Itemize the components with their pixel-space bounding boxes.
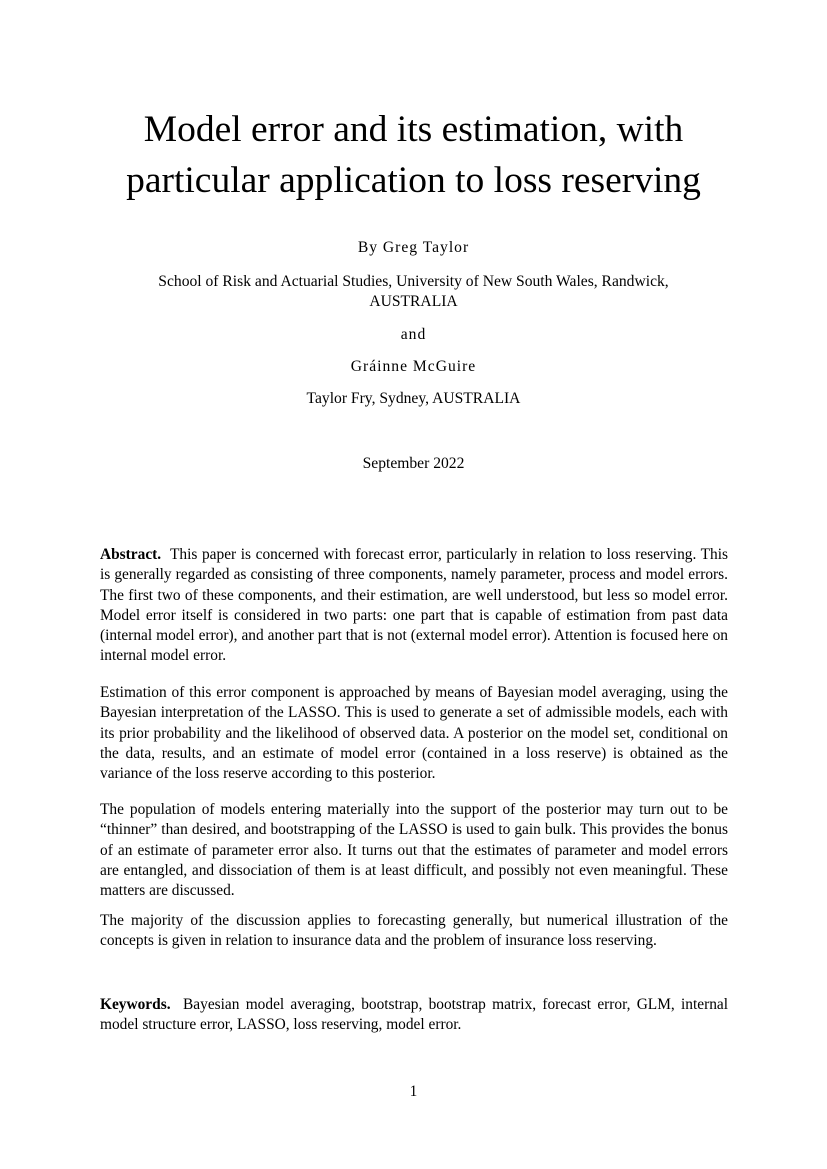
affiliation-2: Taylor Fry, Sydney, AUSTRALIA xyxy=(306,390,521,407)
abstract-paragraph-2: Estimation of this error component is approached by means of Bayesian model averaging, using the Bayesian interpretation of the LASSO. This is used to generate a set of admissible models, each with its prior probability and the likelihood of observed data. A posterior on the model set, conditional on the data, results, and an estimate of model error (contained in a loss reserve) is obtained as the variance of the loss reserve according to this posterior. xyxy=(100,684,728,783)
keywords-label: Keywords. xyxy=(100,996,171,1013)
author-2: Gráinne McGuire xyxy=(350,358,477,375)
author-conjunction: and xyxy=(400,326,427,343)
affiliation-1-line-2: AUSTRALIA xyxy=(369,293,458,310)
affiliation-1 xyxy=(60,272,767,312)
author-1: By Greg Taylor xyxy=(357,239,470,256)
abstract-paragraph-1 xyxy=(100,545,728,667)
title-line-2: particular application to loss reserving xyxy=(126,160,701,201)
publication-date: September 2022 xyxy=(362,455,465,472)
title-line-1: Model error and its estimation, with xyxy=(143,109,684,150)
abstract-paragraph-4: The majority of the discussion applies to forecasting generally, but numerical illustration of the concepts is given in relation to insurance data and the problem of insurance loss reserving. xyxy=(100,912,728,950)
abstract-paragraph-3: The population of models entering materially into the support of the posterior may turn out to be “thinner” than desired, and bootstrapping of the LASSO is used to gain bulk. This provides the bonus of an estimate of parameter error also. It turns out that the estimates of parameter and model errors are entangled, and dissociation of them is at least difficult, and possibly not even meaningful. These matters are discussed. xyxy=(100,801,728,900)
keywords-text: Bayesian model averaging, bootstrap, bootstrap matrix, forecast error, GLM, internal model structure error, LASSO, loss reserving, model error. xyxy=(100,996,728,1034)
affiliation-1-line-1: School of Risk and Actuarial Studies, University of New South Wales, Randwick, xyxy=(158,273,669,290)
keywords-paragraph xyxy=(100,995,728,1036)
paper-title xyxy=(60,104,767,206)
abstract-paragraph-1-text: This paper is concerned with forecast error, particularly in relation to loss reserving. This is generally regarded as consisting of three components, namely parameter, process and model errors. The first two of these components, and their estimation, are well understood, but less so model error. Model error itself is considered in two parts: one part that is capable of estimation from past data (internal model error), and another part that is not (external model error). Attention is focused here on internal model error. xyxy=(100,546,728,665)
page-number: 1 xyxy=(409,1083,418,1100)
abstract-label: Abstract. xyxy=(100,546,162,563)
